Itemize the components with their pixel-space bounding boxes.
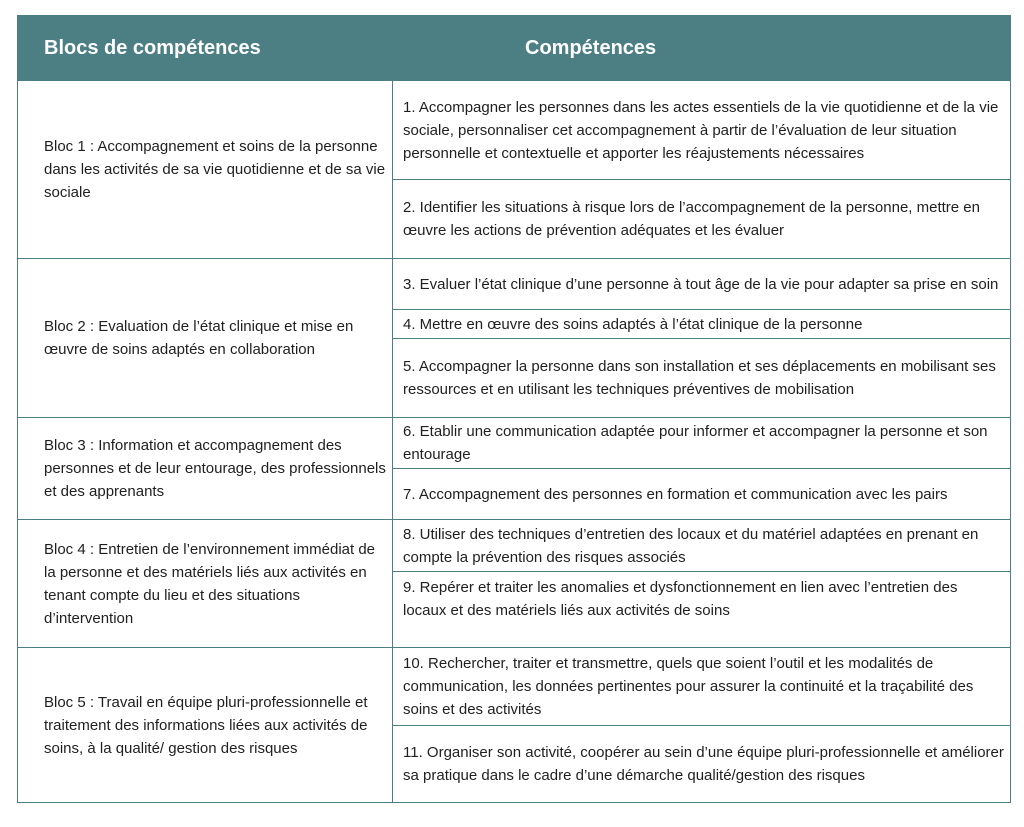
- competences-table-container: [17, 15, 1010, 803]
- header-competences: Compétences: [393, 16, 1011, 81]
- table-row: [18, 81, 1011, 180]
- competence-3: 3. Evaluer l’état clinique d’une personne à tout âge de la vie pour adapter sa prise en soin: [393, 259, 1011, 310]
- competence-5: 5. Accompagner la personne dans son installation et ses déplacements en mobilisant ses ressources et en utilisant les techniques préventives de mobilisation: [393, 339, 1011, 418]
- competence-1: 1. Accompagner les personnes dans les actes essentiels de la vie quotidienne et de la vie sociale, personnaliser cet accompagnement à partir de l’évaluation de leur situation personnelle et contextuelle et apporter les réajustements nécessaires: [393, 81, 1011, 180]
- bloc-5-label: Bloc 5 : Travail en équipe pluri-professionnelle et traitement des informations liées aux activités de soins, à la qualité/ gestion des risques: [18, 648, 393, 803]
- competence-7: 7. Accompagnement des personnes en formation et communication avec les pairs: [393, 469, 1011, 520]
- header-blocs: Blocs de compétences: [18, 16, 393, 81]
- competence-8: 8. Utiliser des techniques d’entretien des locaux et du matériel adaptées en prenant en compte la prévention des risques associés: [393, 520, 1011, 572]
- table-row: [18, 418, 1011, 469]
- table-row: [18, 259, 1011, 310]
- competences-table: [17, 15, 1011, 803]
- table-row: [18, 648, 1011, 726]
- competence-10: 10. Rechercher, traiter et transmettre, quels que soient l’outil et les modalités de communication, les données pertinentes pour assurer la continuité et la traçabilité des soins et des activités: [393, 648, 1011, 726]
- competence-4: 4. Mettre en œuvre des soins adaptés à l’état clinique de la personne: [393, 310, 1011, 339]
- bloc-4-label: Bloc 4 : Entretien de l’environnement immédiat de la personne et des matériels liés aux activités en tenant compte du lieu et des situations d’intervention: [18, 520, 393, 648]
- bloc-1-label: Bloc 1 : Accompagnement et soins de la personne dans les activités de sa vie quotidienne et de sa vie sociale: [18, 81, 393, 259]
- bloc-2-label: Bloc 2 : Evaluation de l’état clinique et mise en œuvre de soins adaptés en collaboration: [18, 259, 393, 418]
- competence-11: 11. Organiser son activité, coopérer au sein d’une équipe pluri-professionnelle et améliorer sa pratique dans le cadre d’une démarche qualité/gestion des risques: [393, 726, 1011, 803]
- table-row: [18, 520, 1011, 572]
- competence-6: 6. Etablir une communication adaptée pour informer et accompagner la personne et son entourage: [393, 418, 1011, 469]
- bloc-3-label: Bloc 3 : Information et accompagnement des personnes et de leur entourage, des professionnels et des apprenants: [18, 418, 393, 520]
- competence-9: 9. Repérer et traiter les anomalies et dysfonctionnement en lien avec l’entretien des locaux et des matériels liés aux activités de soins: [393, 572, 1011, 648]
- table-header-row: [18, 16, 1011, 81]
- competence-2: 2. Identifier les situations à risque lors de l’accompagnement de la personne, mettre en œuvre les actions de prévention adéquates et les évaluer: [393, 180, 1011, 259]
